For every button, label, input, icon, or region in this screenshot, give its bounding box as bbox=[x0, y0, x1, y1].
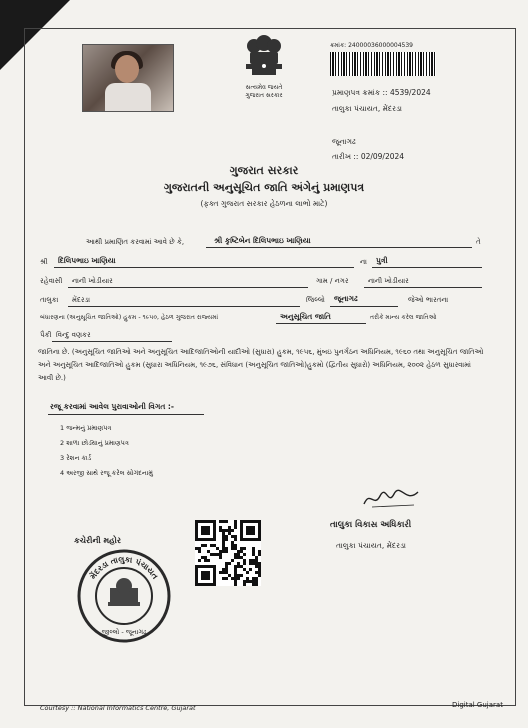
father-name-line bbox=[54, 267, 354, 268]
government-title: ગુજરાત સરકાર bbox=[229, 164, 299, 177]
barcode bbox=[330, 52, 436, 76]
issuing-district: જૂનાગઢ bbox=[332, 137, 356, 146]
relation-line bbox=[372, 267, 482, 268]
caste-line bbox=[52, 341, 172, 342]
certificate-note: (ફક્ત ગુજરાત સરકાર હેઠળના લાભો માટે) bbox=[200, 199, 328, 208]
recognized-text: તરીકે માન્ય કરેલ જાતિઓ bbox=[370, 314, 437, 321]
footer-courtesy: Courtesy :: National Informatics Centre, Gujarat bbox=[40, 704, 196, 712]
seal-bottom-text: જીલ્લો - જૂનાગઢ bbox=[101, 628, 147, 636]
village-line bbox=[364, 287, 482, 288]
taluka-line bbox=[68, 306, 300, 307]
intro-label: આથી પ્રમાણિત કરવામાં આવે છે કે, bbox=[86, 238, 185, 246]
state-emblem-icon bbox=[240, 34, 288, 84]
issuing-office: તાલુકા પંચાયત, મેંદરડા bbox=[332, 104, 402, 113]
document-item: 1 જન્મનું પ્રમાણપત્ર bbox=[60, 424, 112, 432]
seal-label: કચેરીની મહોર bbox=[74, 536, 121, 545]
taluka-label: તાલુકા bbox=[40, 296, 59, 304]
footer-digital-gujarat: Digital Gujarat bbox=[452, 701, 503, 709]
resident-village: નાની ખોડીયાર bbox=[72, 277, 113, 285]
issue-date: તારીખ :: 02/09/2024 bbox=[332, 152, 405, 161]
district-label: જિલ્લો bbox=[306, 296, 325, 304]
signatory-title: તાલુકા વિકાસ અધિકારી bbox=[330, 520, 412, 530]
caste-label: પૈકી bbox=[40, 331, 52, 339]
emblem-caption: સત્યમેવ જયતે ગુજરાત સરકાર bbox=[245, 84, 283, 99]
father-prefix: શ્રી bbox=[40, 258, 48, 266]
qr-code bbox=[195, 520, 261, 586]
certificate-number: પ્રમાણપત્ર ક્રમાંક :: 4539/2024 bbox=[332, 88, 431, 97]
father-name: દિલિપભાઇ ખાણિયા bbox=[58, 256, 116, 265]
applicant-name-line bbox=[206, 247, 472, 248]
tail-te: તે bbox=[476, 238, 481, 246]
certificate-title: ગુજરાતની અનુસૂચિત જાતિ અંગેનું પ્રમાણપત્ર bbox=[163, 181, 365, 194]
applicant-photo bbox=[82, 44, 174, 112]
signature-icon bbox=[362, 486, 422, 512]
na-label: ના bbox=[360, 258, 367, 266]
state-label: જેઓ ભારતના bbox=[408, 296, 449, 304]
applicant-name: શ્રી કૃષ્ટિબેન દિલિપભાઇ ખાણિયા bbox=[214, 236, 311, 245]
office-seal bbox=[76, 548, 172, 644]
village-label: ગામ / નગર bbox=[316, 277, 349, 285]
document-item: 2 શાળા છોડ્યાનું પ્રમાણપત્ર bbox=[60, 439, 129, 447]
category-line bbox=[276, 323, 366, 324]
legal-paragraph: જાતિના છે. (અનુસૂચિત જાતિઓ અને અનુસૂચિત આદિજાતિઓની યાદીઓ (સુધારા) હુકમ, ૧૯૫૬, મુંબઇ પુનર્ગઠન અધિનિયમ, ૧૯૬૦ તથા અનુસૂચિત જાતિઓ અને અનુસૂચિત આદિજાતિઓ હુકમ (સુધારા અધિનિયમ, ૧૯૭૬, સંવિધાન (અનુસૂચિત જાતિઓ)હુકમો (દ્વિતીય સુધારો) અધિનિયમ, ૨૦૦૨ હેઠળ સુધારવામાં આવી છે.) bbox=[38, 348, 484, 382]
document-item: 4 અરજી સાથે રજૂ કરેલ સોગંદનામું bbox=[60, 469, 153, 477]
signatory-office: તાલુકા પંચાયત, મેંદરડા bbox=[336, 541, 406, 550]
caste-value: વિન્દુ વણકર bbox=[56, 331, 91, 339]
documents-heading-line bbox=[48, 414, 204, 415]
seal-text: મેંદરડા તાલુકા પંચાયત bbox=[88, 554, 160, 581]
taluka-value: મેંદરડા bbox=[72, 296, 91, 304]
resident-label: રહેવાસી bbox=[40, 277, 63, 285]
district-value: જૂનાગઢ bbox=[334, 294, 358, 303]
resident-village-line bbox=[68, 287, 308, 288]
village-value: નાની ખોડીયાર bbox=[368, 277, 409, 285]
relation-value: પુત્રી bbox=[376, 256, 388, 265]
district-line bbox=[330, 306, 398, 307]
category-value: અનુસૂચિત જાતિ bbox=[280, 312, 331, 321]
documents-heading: રજૂ કરવામાં આવેલ પુરાવાઓની વિગત :- bbox=[50, 402, 175, 411]
constitution-text: બંધારણના (અનુસૂચિત જાતિઓ) હુકમ - ૧૯૫૦, હેઠળ ગુજરાત રાજ્યમાં bbox=[40, 314, 219, 321]
serial-number: ક્રમાંક: 24000036000004539 bbox=[330, 42, 414, 49]
document-item: 3 રેશન કાર્ડ bbox=[60, 454, 92, 462]
